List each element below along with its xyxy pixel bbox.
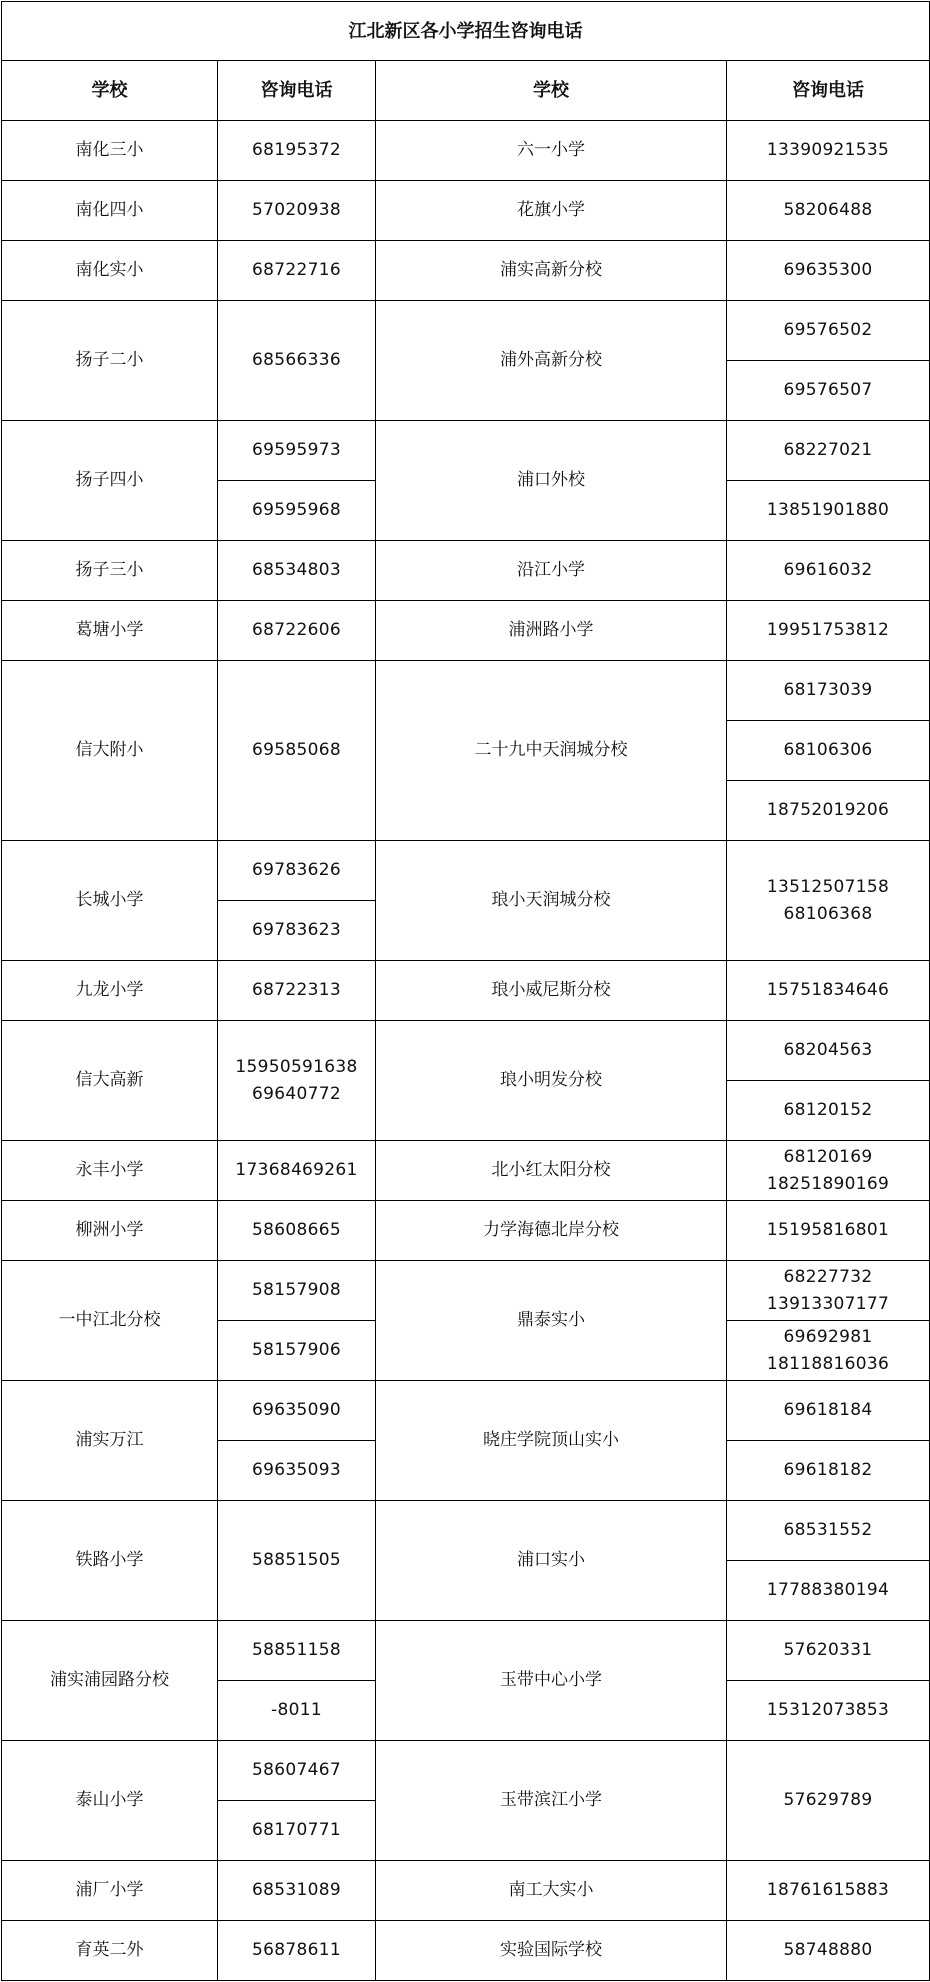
phone-right: 15195816801 xyxy=(727,1201,930,1261)
phone-right: 68531552 xyxy=(727,1501,930,1561)
table-row xyxy=(2,1261,930,1321)
phone-left: 58608665 xyxy=(218,1201,376,1261)
table-row xyxy=(2,1021,930,1081)
table-row xyxy=(2,1921,930,1981)
table-row xyxy=(2,841,930,901)
phone-left: 69783626 xyxy=(218,841,376,901)
phone-left: 69635093 xyxy=(218,1441,376,1501)
phone-right: 58748880 xyxy=(727,1921,930,1981)
phone-left: -8011 xyxy=(218,1681,376,1741)
school-name-right: 六一小学 xyxy=(376,121,727,181)
table-wrapper xyxy=(1,1,930,1981)
phone-line: 15950591638 xyxy=(235,1056,358,1077)
phone-left: 69595973 xyxy=(218,421,376,481)
table-row xyxy=(2,301,930,361)
school-name-left: 扬子二小 xyxy=(2,301,218,421)
phone-line: 13913307177 xyxy=(766,1293,890,1314)
school-name-left: 南化三小 xyxy=(2,121,218,181)
phone-right: 68227021 xyxy=(727,421,930,481)
phone-left: 68722313 xyxy=(218,961,376,1021)
school-name-left: 永丰小学 xyxy=(2,1141,218,1201)
header-school-right: 学校 xyxy=(376,61,727,121)
table-row xyxy=(2,1501,930,1561)
phone-line: 68106368 xyxy=(783,903,873,924)
school-name-left: 泰山小学 xyxy=(2,1741,218,1861)
phone-line: 68120169 xyxy=(783,1146,873,1167)
phone-right xyxy=(727,1321,930,1381)
school-name-right: 晓庄学院顶山实小 xyxy=(376,1381,727,1501)
school-name-right: 琅小威尼斯分校 xyxy=(376,961,727,1021)
school-name-left: 信大附小 xyxy=(2,661,218,841)
table-row xyxy=(2,541,930,601)
phone-left: 58157906 xyxy=(218,1321,376,1381)
phone-left: 69585068 xyxy=(218,661,376,841)
phone-right: 57629789 xyxy=(727,1741,930,1861)
school-name-right: 鼎泰实小 xyxy=(376,1261,727,1381)
school-name-left: 长城小学 xyxy=(2,841,218,961)
phone-left: 56878611 xyxy=(218,1921,376,1981)
header-phone-left: 咨询电话 xyxy=(218,61,376,121)
phone-right: 69576507 xyxy=(727,361,930,421)
phone-left: 68195372 xyxy=(218,121,376,181)
school-name-right: 力学海德北岸分校 xyxy=(376,1201,727,1261)
school-name-left: 浦厂小学 xyxy=(2,1861,218,1921)
phone-right xyxy=(727,841,930,961)
phone-right: 69616032 xyxy=(727,541,930,601)
table-row xyxy=(2,601,930,661)
school-name-right: 沿江小学 xyxy=(376,541,727,601)
table-row xyxy=(2,181,930,241)
school-name-left: 育英二外 xyxy=(2,1921,218,1981)
title-row xyxy=(2,2,930,61)
phone-line: 69640772 xyxy=(252,1083,341,1104)
phone-right: 13390921535 xyxy=(727,121,930,181)
school-name-right: 浦外高新分校 xyxy=(376,301,727,421)
school-name-left: 铁路小学 xyxy=(2,1501,218,1621)
header-school-left: 学校 xyxy=(2,61,218,121)
phone-left: 69635090 xyxy=(218,1381,376,1441)
phone-line: 69692981 xyxy=(783,1326,873,1347)
table-row xyxy=(2,241,930,301)
table-row xyxy=(2,121,930,181)
phone-right: 69618184 xyxy=(727,1381,930,1441)
school-name-right: 南工大实小 xyxy=(376,1861,727,1921)
school-name-right: 浦口外校 xyxy=(376,421,727,541)
school-name-right: 玉带滨江小学 xyxy=(376,1741,727,1861)
table-row xyxy=(2,1141,930,1201)
table-row xyxy=(2,661,930,721)
phone-right: 17788380194 xyxy=(727,1561,930,1621)
table-row xyxy=(2,1381,930,1441)
phone-right: 18761615883 xyxy=(727,1861,930,1921)
school-name-left: 柳洲小学 xyxy=(2,1201,218,1261)
header-phone-right: 咨询电话 xyxy=(727,61,930,121)
phone-left: 68722716 xyxy=(218,241,376,301)
phone-right: 68106306 xyxy=(727,721,930,781)
phone-right: 58206488 xyxy=(727,181,930,241)
phone-left: 68531089 xyxy=(218,1861,376,1921)
header-row xyxy=(2,61,930,121)
phone-right: 68173039 xyxy=(727,661,930,721)
phone-left: 57020938 xyxy=(218,181,376,241)
school-name-left: 扬子四小 xyxy=(2,421,218,541)
school-name-right: 浦实高新分校 xyxy=(376,241,727,301)
phone-left: 58607467 xyxy=(218,1741,376,1801)
phone-directory-table xyxy=(1,1,930,1981)
phone-left: 68566336 xyxy=(218,301,376,421)
phone-right: 19951753812 xyxy=(727,601,930,661)
school-name-right: 琅小天润城分校 xyxy=(376,841,727,961)
school-name-right: 花旗小学 xyxy=(376,181,727,241)
table-title: 江北新区各小学招生咨询电话 xyxy=(2,2,930,61)
phone-left: 68722606 xyxy=(218,601,376,661)
table-row xyxy=(2,961,930,1021)
phone-left: 69595968 xyxy=(218,481,376,541)
phone-right: 69618182 xyxy=(727,1441,930,1501)
table-row xyxy=(2,421,930,481)
school-name-right: 实验国际学校 xyxy=(376,1921,727,1981)
phone-left: 17368469261 xyxy=(218,1141,376,1201)
school-name-left: 浦实万江 xyxy=(2,1381,218,1501)
phone-right: 68120152 xyxy=(727,1081,930,1141)
school-name-right: 浦口实小 xyxy=(376,1501,727,1621)
school-name-left: 浦实浦园路分校 xyxy=(2,1621,218,1741)
phone-right xyxy=(727,1261,930,1321)
school-name-left: 一中江北分校 xyxy=(2,1261,218,1381)
phone-right: 15312073853 xyxy=(727,1681,930,1741)
phone-right: 69576502 xyxy=(727,301,930,361)
phone-right: 68204563 xyxy=(727,1021,930,1081)
phone-right: 69635300 xyxy=(727,241,930,301)
school-name-right: 北小红太阳分校 xyxy=(376,1141,727,1201)
table-row xyxy=(2,1741,930,1801)
phone-right: 18752019206 xyxy=(727,781,930,841)
phone-left xyxy=(218,1021,376,1141)
table-row xyxy=(2,1621,930,1681)
school-name-left: 葛塘小学 xyxy=(2,601,218,661)
school-name-left: 南化四小 xyxy=(2,181,218,241)
phone-right: 13851901880 xyxy=(727,481,930,541)
phone-left: 68170771 xyxy=(218,1801,376,1861)
table-row xyxy=(2,1201,930,1261)
phone-right xyxy=(727,1141,930,1201)
table-row xyxy=(2,1861,930,1921)
school-name-right: 二十九中天润城分校 xyxy=(376,661,727,841)
school-name-left: 九龙小学 xyxy=(2,961,218,1021)
school-name-left: 信大高新 xyxy=(2,1021,218,1141)
phone-line: 13512507158 xyxy=(766,876,890,897)
phone-left: 58851158 xyxy=(218,1621,376,1681)
phone-right: 15751834646 xyxy=(727,961,930,1021)
phone-left: 58157908 xyxy=(218,1261,376,1321)
phone-left: 58851505 xyxy=(218,1501,376,1621)
phone-left: 68534803 xyxy=(218,541,376,601)
phone-right: 57620331 xyxy=(727,1621,930,1681)
phone-left: 69783623 xyxy=(218,901,376,961)
phone-line: 18251890169 xyxy=(766,1173,890,1194)
school-name-right: 浦洲路小学 xyxy=(376,601,727,661)
school-name-right: 玉带中心小学 xyxy=(376,1621,727,1741)
school-name-right: 琅小明发分校 xyxy=(376,1021,727,1141)
school-name-left: 扬子三小 xyxy=(2,541,218,601)
phone-line: 18118816036 xyxy=(766,1353,890,1374)
phone-line: 68227732 xyxy=(783,1266,873,1287)
school-name-left: 南化实小 xyxy=(2,241,218,301)
